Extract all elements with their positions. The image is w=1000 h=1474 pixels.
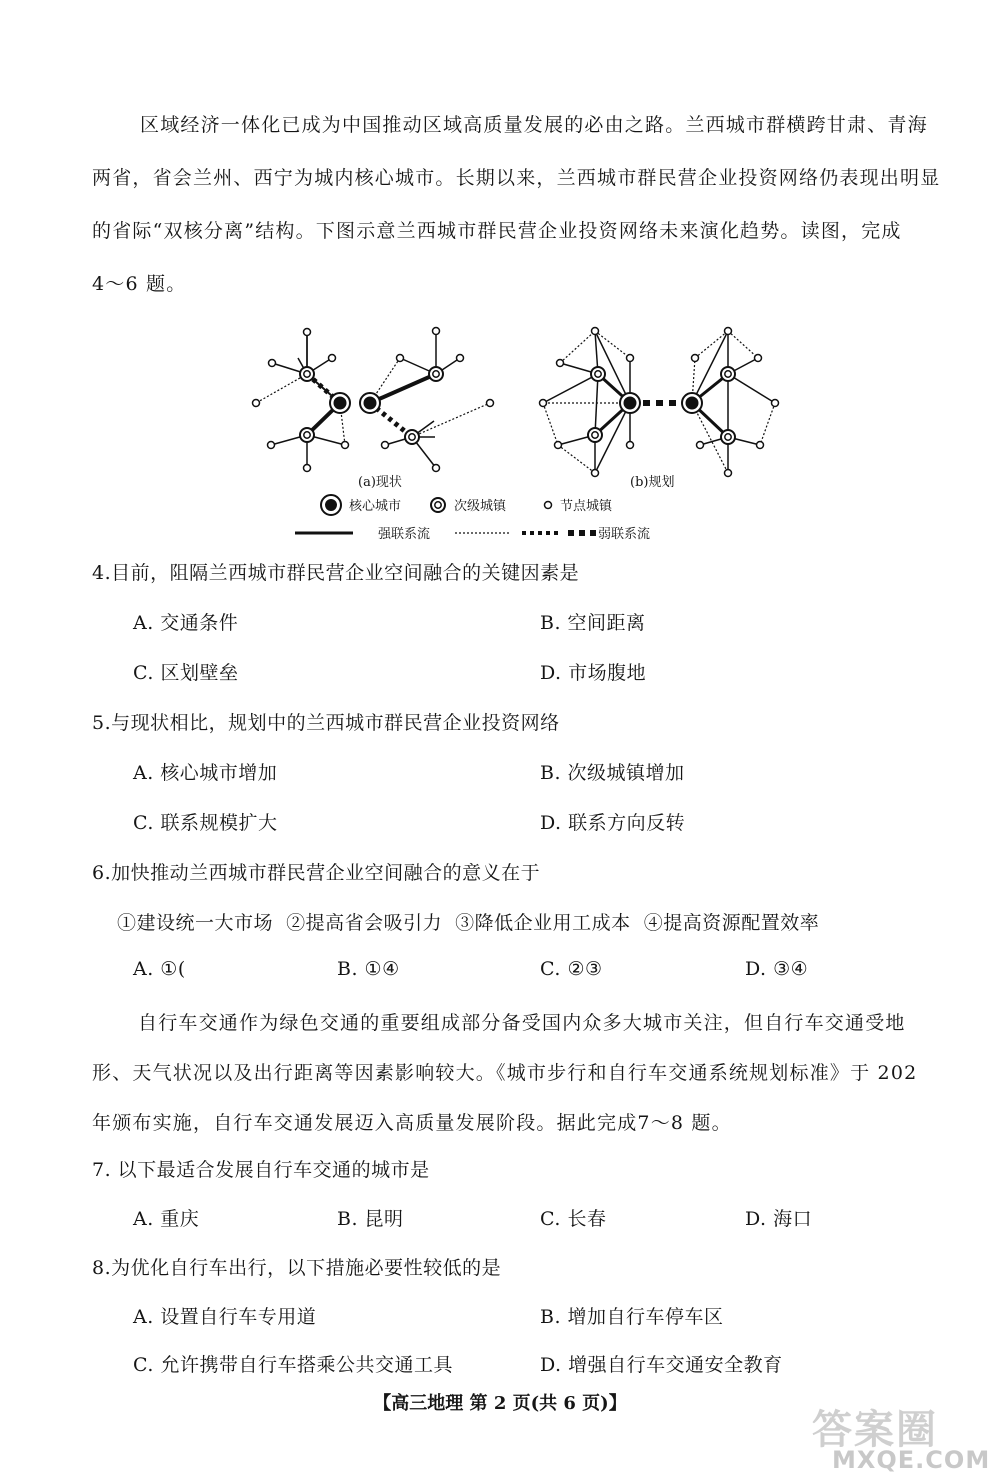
watermark-logo [812,1398,992,1474]
page-footer: 【高三地理 第 2 页(共 6 页)】 [373,1393,627,1414]
q6-option-c: C. ②③ [540,958,603,980]
legend-weak: 弱联系流 [598,527,651,542]
legend-strong: 强联系流 [378,527,431,542]
passage2-line-3: 年颁布实施，自行车交通发展迈入高质量发展阶段。据此完成7～8 题。 [92,1112,732,1134]
passage2-line-2: 形、天气状况以及出行距离等因素影响较大。《城市步行和自行车交通系统规划标准》于 202 [92,1062,918,1084]
passage1-line-4: 4～6 题。 [92,273,187,295]
q4-option-d: D. 市场腹地 [540,662,647,684]
watermark-bottom: MXQE.COM [832,1446,991,1474]
legend-node: 节点城镇 [560,499,613,514]
q6-option-a: A. ①( [133,958,186,980]
q4-option-c: C. 区划壁垒 [133,662,239,684]
q6-stem: 6.加快推动兰西城市群民营企业空间融合的意义在于 [92,862,541,884]
q5-option-c: C. 联系规模扩大 [133,812,278,834]
q5-option-d: D. 联系方向反转 [540,812,686,834]
q7-option-c: C. 长春 [540,1208,607,1230]
passage2-line-1: 自行车交通作为绿色交通的重要组成部分备受国内众多大城市关注，但自行车交通受地 [138,1012,906,1034]
passage1-line-2: 两省，省会兰州、西宁为城内核心城市。长期以来，兰西城市群民营企业投资网络仍表现出明显 [92,167,941,189]
q5-option-a: A. 核心城市增加 [133,762,278,784]
watermark-top: 答案圈 [812,1407,938,1453]
q8-option-c: C. 允许携带自行车搭乘公共交通工具 [133,1354,453,1376]
q8-option-b: B. 增加自行车停车区 [540,1306,724,1328]
q7-option-d: D. 海口 [745,1208,813,1230]
q6-option-d: D. ③④ [745,958,809,980]
passage1-line-1: 区域经济一体化已成为中国推动区域高质量发展的必由之路。兰西城市群横跨甘肃、青海 [140,114,928,136]
q5-option-b: B. 次级城镇增加 [540,762,685,784]
q4-option-a: A. 交通条件 [133,612,239,634]
q4-option-b: B. 空间距离 [540,612,646,634]
diagram-a [253,328,494,472]
network-diagram [240,318,800,550]
q7-option-b: B. 昆明 [337,1208,404,1230]
q6-items: ①建设统一大市场 ②提高省会吸引力 ③降低企业用工成本 ④提高资源配置效率 [117,912,820,934]
label-b: (b)规划 [630,475,675,490]
q8-stem: 8.为优化自行车出行，以下措施必要性较低的是 [92,1257,502,1279]
q5-stem: 5.与现状相比，规划中的兰西城市群民营企业投资网络 [92,712,560,734]
q8-option-a: A. 设置自行车专用道 [133,1306,317,1328]
q6-option-b: B. ①④ [337,958,400,980]
legend-core: 核心城市 [349,499,402,514]
q8-option-d: D. 增强自行车交通安全教育 [540,1354,783,1376]
q4-stem: 4.目前，阻隔兰西城市群民营企业空间融合的关键因素是 [92,562,580,584]
legend-secondary: 次级城镇 [454,499,507,514]
diagram-b [540,328,779,477]
q7-option-a: A. 重庆 [133,1208,200,1230]
q7-stem: 7. 以下最适合发展自行车交通的城市是 [92,1159,430,1181]
label-a: (a)现状 [358,475,402,490]
passage1-line-3: 的省际“双核分离”结构。下图示意兰西城市群民营企业投资网络未来演化趋势。读图，完成 [92,220,902,242]
